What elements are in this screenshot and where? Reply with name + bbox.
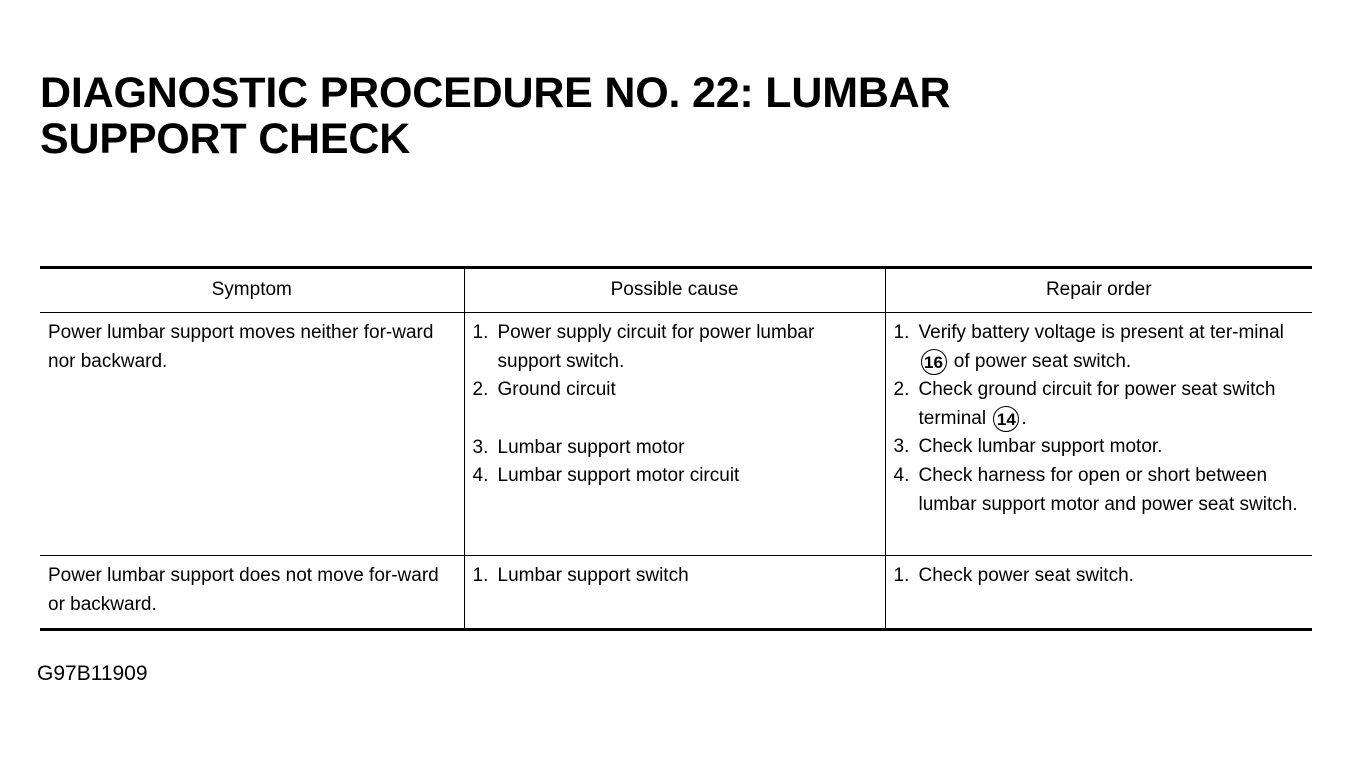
list-item: 1. Lumbar support switch	[472, 565, 689, 586]
list-item: 4. Check harness for open or short between lumbar support motor and power seat switch.	[893, 464, 1298, 515]
symptom-text: Power lumbar support does not move for-ward or backward.	[48, 565, 439, 615]
spacer	[473, 405, 877, 434]
repair-cell	[885, 313, 1312, 556]
table-row	[40, 556, 1312, 630]
title-line-1: DIAGNOSTIC PROCEDURE NO. 22: LUMBAR	[40, 69, 951, 117]
symptom-cell	[40, 556, 464, 630]
diagnostic-table	[40, 266, 1312, 631]
cause-list	[473, 319, 877, 491]
list-item: 1. Verify battery voltage is present at ter-minal 16 of power seat switch.	[894, 319, 1305, 376]
cause-list	[473, 562, 877, 591]
list-item: 3. Lumbar support motor	[472, 436, 685, 458]
list-item: 1. Check power seat switch.	[893, 565, 1134, 586]
header-possible-cause: Possible cause	[464, 268, 885, 313]
cause-cell	[464, 556, 885, 630]
repair-list	[894, 319, 1305, 519]
list-item: 4. Lumbar support motor circuit	[472, 465, 740, 487]
title-line-2: SUPPORT CHECK	[40, 115, 411, 163]
list-item: 2. Ground circuit	[472, 379, 616, 401]
symptom-cell	[40, 313, 464, 556]
repair-list	[894, 562, 1305, 591]
page-title	[40, 70, 950, 162]
symptom-text: Power lumbar support moves neither for-ward nor backward.	[48, 322, 434, 372]
list-item: 1. Power supply circuit for power lumbar support switch.	[472, 322, 815, 372]
table-row	[40, 313, 1312, 556]
header-repair-order: Repair order	[885, 268, 1312, 313]
cause-cell	[464, 313, 885, 556]
header-symptom: Symptom	[40, 268, 464, 313]
list-item: 3. Check lumbar support motor.	[893, 436, 1163, 458]
terminal-14-badge: 14	[993, 406, 1019, 432]
terminal-16-badge: 16	[921, 349, 947, 375]
table-header-row	[40, 268, 1312, 313]
repair-cell	[885, 556, 1312, 630]
list-item: 2. Check ground circuit for power seat switch terminal 14 .	[894, 376, 1305, 433]
figure-code: G97B11909	[37, 662, 148, 685]
